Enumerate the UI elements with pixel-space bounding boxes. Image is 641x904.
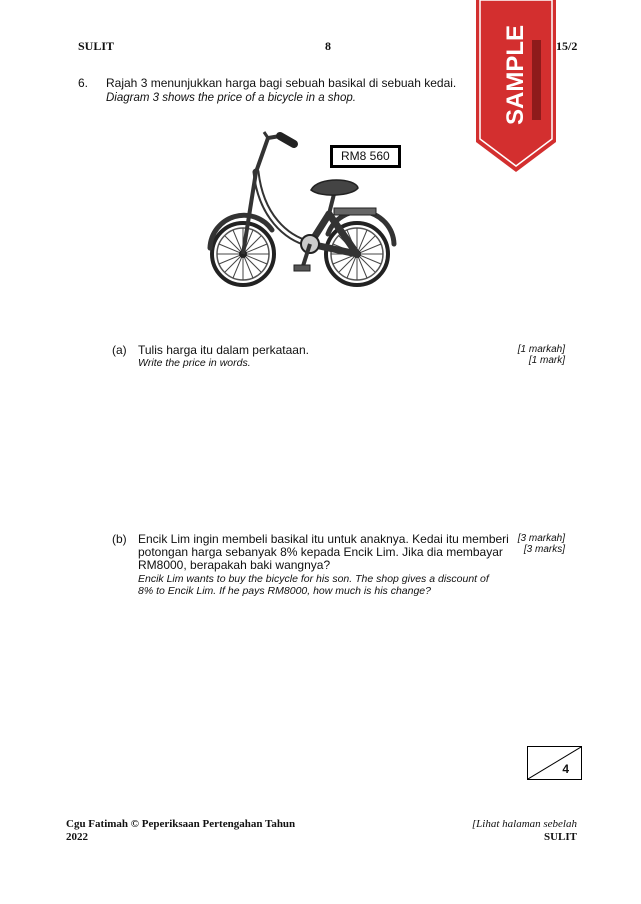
part-b-text-ms-line1: Encik Lim ingin membeli basikal itu untuk anaknya. Kedai itu memberi: [138, 532, 509, 546]
footer-year: 2022: [66, 831, 88, 843]
part-a-text-en: Write the price in words.: [138, 357, 251, 369]
part-b-marks-en: [3 marks]: [523, 544, 565, 555]
question-stem-ms: Rajah 3 menunjukkan harga bagi sebuah basikal di sebuah kedai.: [106, 76, 457, 90]
score-box: [527, 746, 582, 780]
paper-code: 15/2: [556, 39, 578, 53]
score-box-diagonal: [528, 747, 581, 779]
part-b-marks-ms: [3 markah]: [517, 533, 565, 544]
part-b-text-ms-line2: potongan harga sebanyak 8% kepada Encik Lim. Jika dia membayar: [138, 545, 503, 559]
question-number: 6.: [78, 76, 89, 90]
part-a-marks-ms: [1 markah]: [517, 344, 565, 355]
header-sulit: SULIT: [78, 39, 115, 53]
sample-ribbon: [476, 0, 556, 172]
part-b-label: (b): [112, 532, 127, 546]
sample-badge-text: SAMPLE: [502, 24, 529, 125]
price-tag: RM8 560: [330, 145, 401, 168]
part-a-text-ms: Tulis harga itu dalam perkataan.: [138, 343, 309, 357]
part-a-marks-en: [1 mark]: [528, 355, 565, 366]
question-stem-en: Diagram 3 shows the price of a bicycle in a shop.: [106, 92, 356, 104]
part-b-text-en-line1: Encik Lim wants to buy the bicycle for his son. The shop gives a discount of: [138, 573, 489, 585]
footer-next-page: [Lihat halaman sebelah: [471, 818, 577, 830]
part-b-text-en-line2: 8% to Encik Lim. If he pays RM8000, how much is his change?: [138, 585, 431, 597]
footer-sulit: SULIT: [543, 831, 577, 843]
page-number: 8: [325, 39, 331, 53]
score-box-value: 4: [562, 762, 569, 776]
part-b-text-ms-line3: RM8000, berapakah baki wangnya?: [138, 558, 331, 572]
part-a-label: (a): [112, 343, 127, 357]
footer-author: Cgu Fatimah © Peperiksaan Pertengahan Tahun: [66, 818, 296, 830]
